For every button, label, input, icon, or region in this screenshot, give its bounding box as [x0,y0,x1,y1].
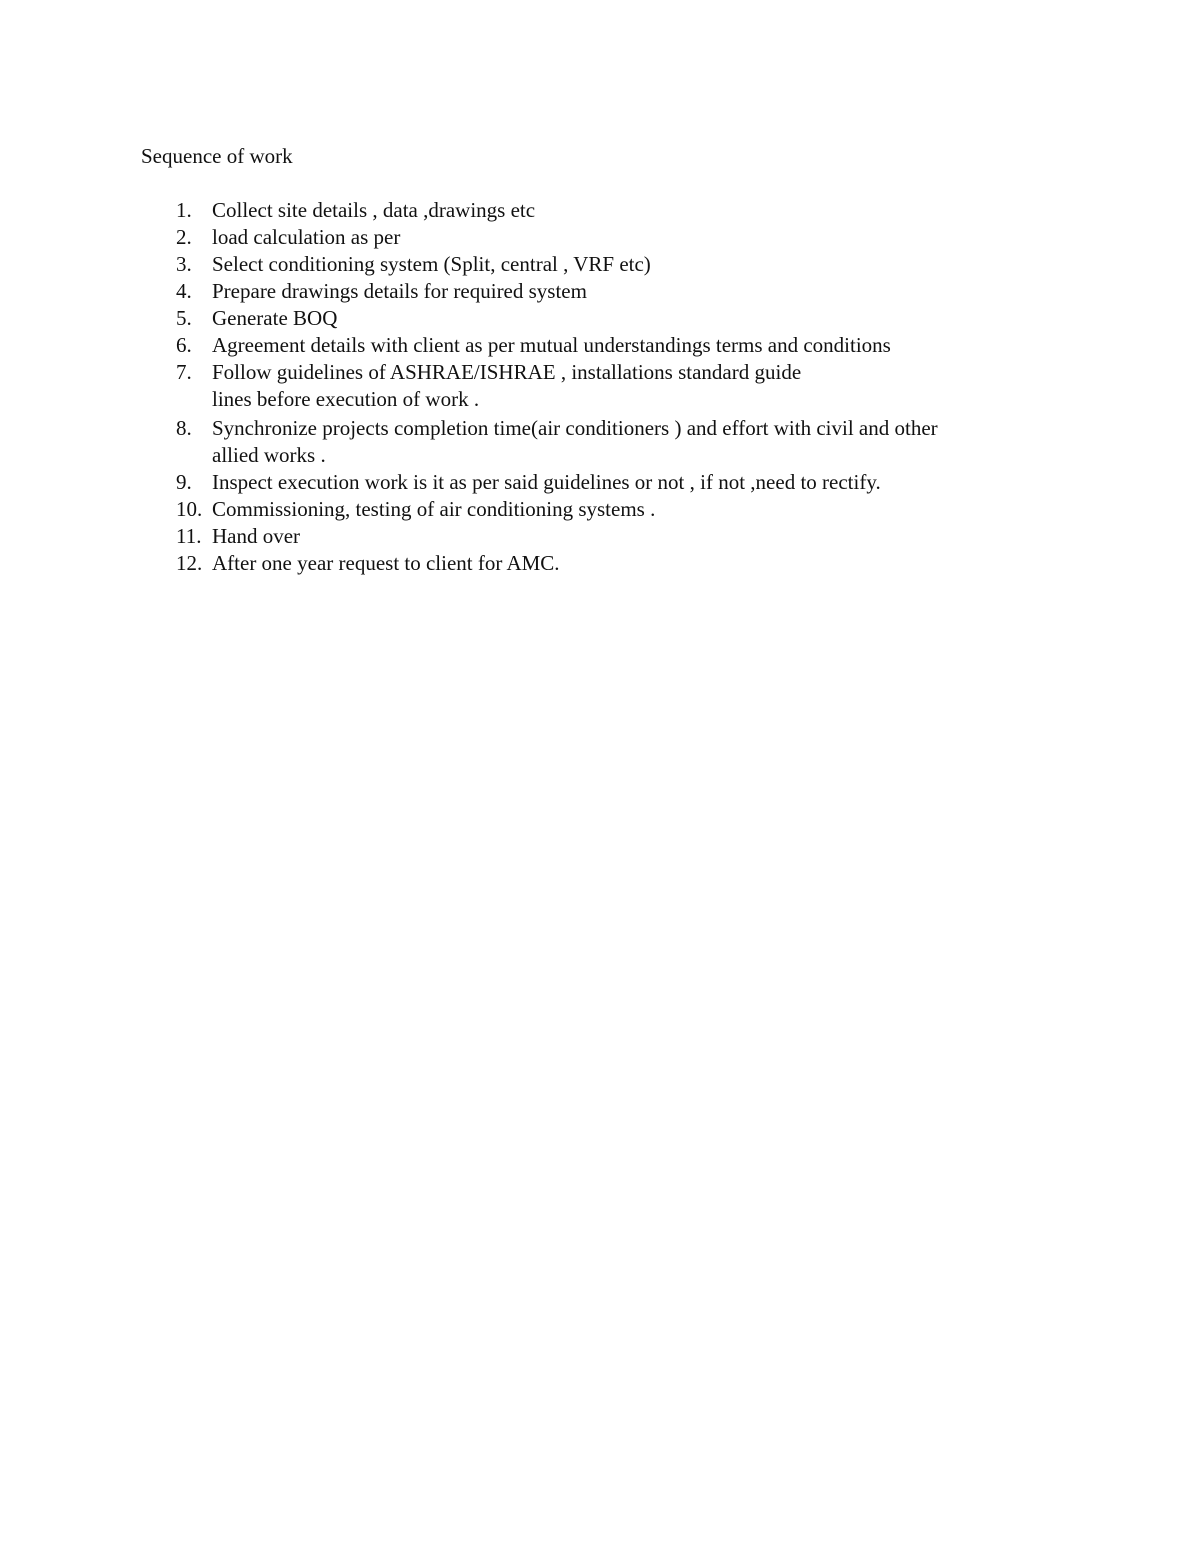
list-item [0,197,1200,224]
list-item-number: 3. [176,252,192,276]
list-item [0,550,1200,577]
list-item-number: 5. [176,306,192,330]
list-item-text: Synchronize projects completion time(air conditioners ) and effort with civil and other [212,416,938,440]
list-item [0,415,1200,469]
list-item [0,496,1200,523]
list-item-text: Select conditioning system (Split, central , VRF etc) [212,252,651,276]
list-item-text: Agreement details with client as per mutual understandings terms and conditions [212,333,891,357]
list-item-text: Follow guidelines of ASHRAE/ISHRAE , installations standard guide [212,360,802,384]
list-item-number: 4. [176,279,192,303]
list-item-number: 2. [176,225,192,249]
list-item-number: 7. [176,360,192,384]
list-item [0,359,1200,413]
list-item-number: 9. [176,470,192,494]
list-item [0,523,1200,550]
list-item-text: Generate BOQ [212,306,338,330]
list-item-text: load calculation as per [212,225,401,249]
list-item-number: 11. [176,524,202,548]
list-item-text: Commissioning, testing of air conditioning systems . [212,497,656,521]
list-item-number: 8. [176,416,192,440]
list-item-number: 6. [176,333,192,357]
list-item-text-continuation: lines before execution of work . [212,387,480,411]
list-item [0,469,1200,496]
list-item [0,332,1200,359]
list-item-number: 12. [176,551,203,575]
document-heading: Sequence of work [141,144,293,168]
list-item-text: Prepare drawings details for required system [212,279,587,303]
list-item-text: Hand over [212,524,301,548]
list-item-text: After one year request to client for AMC. [212,551,560,575]
list-item [0,278,1200,305]
list-item-number: 10. [176,497,203,521]
list-item-text: Collect site details , data ,drawings etc [212,198,536,222]
work-sequence-list [0,197,1200,577]
list-item-text-continuation: allied works . [212,443,326,467]
list-item-text: Inspect execution work is it as per said guidelines or not , if not ,need to rectify. [212,470,881,494]
list-item [0,305,1200,332]
list-item [0,251,1200,278]
list-item [0,224,1200,251]
list-item-number: 1. [176,198,192,222]
